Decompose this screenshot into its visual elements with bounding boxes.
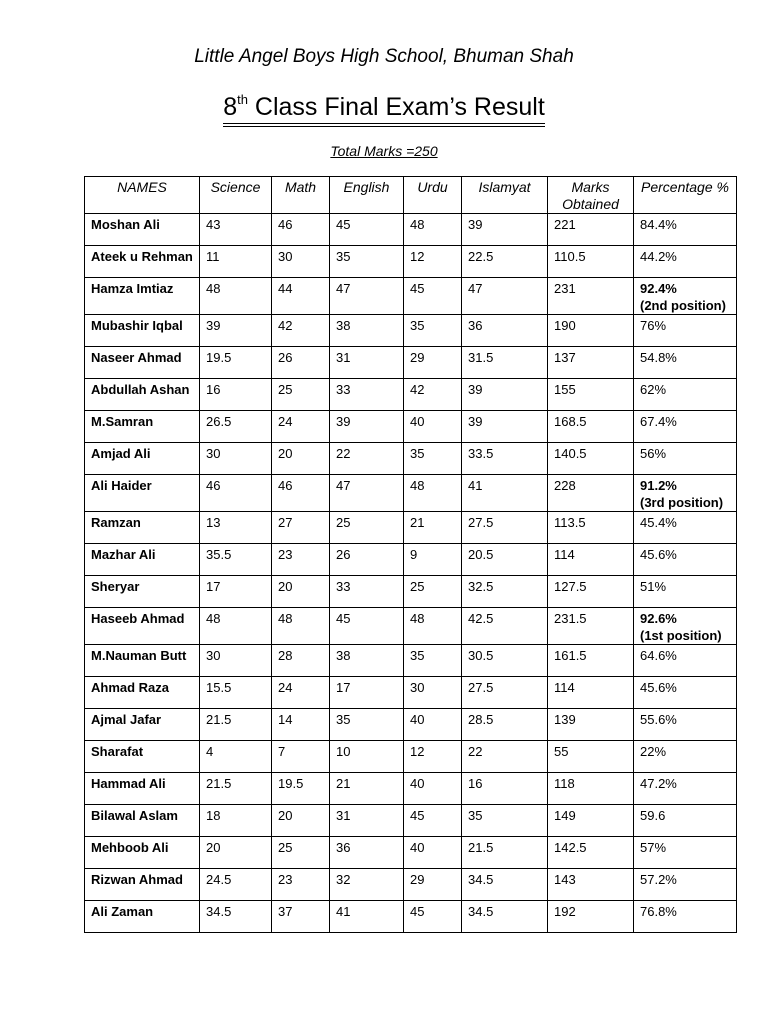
total-marks: Total Marks =250	[330, 143, 438, 159]
islamyat-cell: 36	[462, 315, 548, 347]
islamyat-cell: 39	[462, 379, 548, 411]
marks-cell: 55	[548, 741, 634, 773]
student-name-cell: M.Nauman Butt	[85, 645, 200, 677]
marks-cell: 221	[548, 214, 634, 246]
urdu-cell: 35	[404, 443, 462, 475]
percentage-value: 67.4%	[640, 414, 677, 429]
student-name-cell: Ali Zaman	[85, 901, 200, 933]
english-cell: 45	[330, 214, 404, 246]
table-row	[85, 805, 737, 837]
marks-cell: 113.5	[548, 512, 634, 544]
table-row	[85, 475, 737, 512]
table-row	[85, 608, 737, 645]
science-cell: 11	[200, 246, 272, 278]
urdu-cell: 45	[404, 805, 462, 837]
marks-cell: 114	[548, 544, 634, 576]
marks-cell: 155	[548, 379, 634, 411]
marks-cell: 231.5	[548, 608, 634, 645]
percentage-value: 47.2%	[640, 776, 677, 791]
urdu-cell: 45	[404, 278, 462, 315]
marks-cell: 231	[548, 278, 634, 315]
page-title-text	[223, 92, 545, 127]
math-cell: 48	[272, 608, 330, 645]
science-cell: 21.5	[200, 773, 272, 805]
table-row	[85, 544, 737, 576]
title-grade-number: 8	[223, 93, 238, 121]
table-row	[85, 837, 737, 869]
math-cell: 20	[272, 443, 330, 475]
column-header-marks-obtained: Marks Obtained	[548, 177, 634, 214]
science-cell: 19.5	[200, 347, 272, 379]
student-name-cell: Naseer Ahmad	[85, 347, 200, 379]
marks-cell: 168.5	[548, 411, 634, 443]
student-name-cell: Ajmal Jafar	[85, 709, 200, 741]
column-header-science: Science	[200, 177, 272, 214]
percentage-cell	[634, 475, 737, 512]
english-cell: 36	[330, 837, 404, 869]
percentage-value: 62%	[640, 382, 667, 397]
science-cell: 4	[200, 741, 272, 773]
position-note: (3rd position)	[640, 495, 724, 510]
percentage-cell	[634, 773, 737, 805]
science-cell: 21.5	[200, 709, 272, 741]
column-header-names: NAMES	[85, 177, 200, 214]
student-name-cell: Abdullah Ashan	[85, 379, 200, 411]
math-cell: 46	[272, 475, 330, 512]
percentage-value: 91.2%	[640, 478, 677, 493]
marks-cell: 139	[548, 709, 634, 741]
science-cell: 30	[200, 645, 272, 677]
math-cell: 42	[272, 315, 330, 347]
english-cell: 10	[330, 741, 404, 773]
percentage-value: 92.6%	[640, 611, 677, 626]
percentage-cell	[634, 608, 737, 645]
marks-cell: 114	[548, 677, 634, 709]
english-cell: 45	[330, 608, 404, 645]
percentage-cell	[634, 544, 737, 576]
percentage-value: 44.2%	[640, 249, 677, 264]
english-cell: 33	[330, 379, 404, 411]
table-row	[85, 869, 737, 901]
percentage-cell	[634, 214, 737, 246]
marks-cell: 192	[548, 901, 634, 933]
percentage-cell	[634, 278, 737, 315]
student-name-cell: Sheryar	[85, 576, 200, 608]
student-name-cell: Hamza Imtiaz	[85, 278, 200, 315]
urdu-cell: 40	[404, 837, 462, 869]
science-cell: 30	[200, 443, 272, 475]
percentage-value: 59.6	[640, 808, 666, 823]
table-row	[85, 278, 737, 315]
science-cell: 20	[200, 837, 272, 869]
islamyat-cell: 42.5	[462, 608, 548, 645]
student-name-cell: Amjad Ali	[85, 443, 200, 475]
student-name-cell: Bilawal Aslam	[85, 805, 200, 837]
marks-cell: 143	[548, 869, 634, 901]
student-name-cell: Ali Haider	[85, 475, 200, 512]
english-cell: 33	[330, 576, 404, 608]
math-cell: 26	[272, 347, 330, 379]
marks-cell: 161.5	[548, 645, 634, 677]
student-name-cell: Ramzan	[85, 512, 200, 544]
percentage-value: 84.4%	[640, 217, 677, 232]
science-cell: 48	[200, 608, 272, 645]
urdu-cell: 48	[404, 608, 462, 645]
table-row	[85, 379, 737, 411]
math-cell: 24	[272, 677, 330, 709]
table-row	[85, 576, 737, 608]
table-row	[85, 773, 737, 805]
percentage-cell	[634, 246, 737, 278]
urdu-cell: 40	[404, 773, 462, 805]
islamyat-cell: 34.5	[462, 869, 548, 901]
islamyat-cell: 32.5	[462, 576, 548, 608]
math-cell: 23	[272, 544, 330, 576]
math-cell: 30	[272, 246, 330, 278]
math-cell: 24	[272, 411, 330, 443]
urdu-cell: 29	[404, 347, 462, 379]
percentage-cell	[634, 576, 737, 608]
school-name: Little Angel Boys High School, Bhuman Shah	[194, 46, 574, 67]
islamyat-cell: 39	[462, 214, 548, 246]
urdu-cell: 12	[404, 741, 462, 773]
science-cell: 35.5	[200, 544, 272, 576]
science-cell: 46	[200, 475, 272, 512]
percentage-value: 56%	[640, 446, 667, 461]
science-cell: 43	[200, 214, 272, 246]
student-name-cell: Ateek u Rehman	[85, 246, 200, 278]
marks-cell: 137	[548, 347, 634, 379]
student-name-cell: Mazhar Ali	[85, 544, 200, 576]
islamyat-cell: 39	[462, 411, 548, 443]
science-cell: 16	[200, 379, 272, 411]
islamyat-cell: 41	[462, 475, 548, 512]
student-name-cell: Haseeb Ahmad	[85, 608, 200, 645]
percentage-value: 54.8%	[640, 350, 677, 365]
english-cell: 39	[330, 411, 404, 443]
table-header-row	[85, 177, 737, 214]
percentage-value: 45.6%	[640, 547, 677, 562]
math-cell: 14	[272, 709, 330, 741]
english-cell: 32	[330, 869, 404, 901]
urdu-cell: 35	[404, 645, 462, 677]
percentage-value: 64.6%	[640, 648, 677, 663]
title-grade-suffix: th	[237, 92, 248, 107]
percentage-cell	[634, 411, 737, 443]
english-cell: 35	[330, 709, 404, 741]
percentage-value: 45.6%	[640, 680, 677, 695]
table-row	[85, 443, 737, 475]
islamyat-cell: 16	[462, 773, 548, 805]
math-cell: 25	[272, 837, 330, 869]
student-name-cell: Mubashir Iqbal	[85, 315, 200, 347]
table-row	[85, 246, 737, 278]
percentage-value: 57.2%	[640, 872, 677, 887]
math-cell: 28	[272, 645, 330, 677]
marks-cell: 190	[548, 315, 634, 347]
urdu-cell: 25	[404, 576, 462, 608]
student-name-cell: Moshan Ali	[85, 214, 200, 246]
results-table	[84, 176, 737, 933]
science-cell: 26.5	[200, 411, 272, 443]
percentage-cell	[634, 347, 737, 379]
english-cell: 41	[330, 901, 404, 933]
english-cell: 26	[330, 544, 404, 576]
table-row	[85, 214, 737, 246]
marks-cell: 149	[548, 805, 634, 837]
urdu-cell: 40	[404, 709, 462, 741]
table-row	[85, 741, 737, 773]
column-header-english: English	[330, 177, 404, 214]
percentage-cell	[634, 741, 737, 773]
percentage-value: 76.8%	[640, 904, 677, 919]
islamyat-cell: 30.5	[462, 645, 548, 677]
science-cell: 39	[200, 315, 272, 347]
percentage-cell	[634, 901, 737, 933]
science-cell: 17	[200, 576, 272, 608]
math-cell: 44	[272, 278, 330, 315]
english-cell: 17	[330, 677, 404, 709]
english-cell: 38	[330, 315, 404, 347]
student-name-cell: Ahmad Raza	[85, 677, 200, 709]
student-name-cell: Mehboob Ali	[85, 837, 200, 869]
urdu-cell: 48	[404, 475, 462, 512]
urdu-cell: 12	[404, 246, 462, 278]
marks-cell: 110.5	[548, 246, 634, 278]
urdu-cell: 42	[404, 379, 462, 411]
percentage-cell	[634, 443, 737, 475]
math-cell: 27	[272, 512, 330, 544]
table-row	[85, 901, 737, 933]
percentage-value: 92.4%	[640, 281, 677, 296]
percentage-cell	[634, 315, 737, 347]
student-name-cell: Rizwan Ahmad	[85, 869, 200, 901]
english-cell: 31	[330, 805, 404, 837]
percentage-value: 55.6%	[640, 712, 677, 727]
islamyat-cell: 20.5	[462, 544, 548, 576]
position-note: (1st position)	[640, 628, 722, 643]
column-header-percentage: Percentage %	[634, 177, 737, 214]
percentage-cell	[634, 869, 737, 901]
urdu-cell: 21	[404, 512, 462, 544]
percentage-value: 57%	[640, 840, 667, 855]
science-cell: 13	[200, 512, 272, 544]
percentage-value: 51%	[640, 579, 667, 594]
urdu-cell: 45	[404, 901, 462, 933]
student-name-cell: Sharafat	[85, 741, 200, 773]
urdu-cell: 29	[404, 869, 462, 901]
science-cell: 24.5	[200, 869, 272, 901]
marks-cell: 142.5	[548, 837, 634, 869]
table-row	[85, 347, 737, 379]
urdu-cell: 30	[404, 677, 462, 709]
math-cell: 37	[272, 901, 330, 933]
table-body	[85, 214, 737, 933]
percentage-cell	[634, 805, 737, 837]
urdu-cell: 9	[404, 544, 462, 576]
islamyat-cell: 27.5	[462, 512, 548, 544]
islamyat-cell: 22	[462, 741, 548, 773]
english-cell: 35	[330, 246, 404, 278]
percentage-value: 45.4%	[640, 515, 677, 530]
islamyat-cell: 31.5	[462, 347, 548, 379]
table-row	[85, 512, 737, 544]
table-row	[85, 677, 737, 709]
english-cell: 25	[330, 512, 404, 544]
percentage-cell	[634, 645, 737, 677]
science-cell: 15.5	[200, 677, 272, 709]
position-note: (2nd position)	[640, 298, 726, 313]
islamyat-cell: 27.5	[462, 677, 548, 709]
percentage-cell	[634, 677, 737, 709]
math-cell: 25	[272, 379, 330, 411]
urdu-cell: 35	[404, 315, 462, 347]
islamyat-cell: 21.5	[462, 837, 548, 869]
islamyat-cell: 28.5	[462, 709, 548, 741]
percentage-cell	[634, 709, 737, 741]
english-cell: 47	[330, 475, 404, 512]
percentage-cell	[634, 512, 737, 544]
math-cell: 23	[272, 869, 330, 901]
student-name-cell: Hammad Ali	[85, 773, 200, 805]
math-cell: 20	[272, 805, 330, 837]
table-row	[85, 411, 737, 443]
islamyat-cell: 34.5	[462, 901, 548, 933]
column-header-islamyat: Islamyat	[462, 177, 548, 214]
table-row	[85, 709, 737, 741]
math-cell: 46	[272, 214, 330, 246]
urdu-cell: 40	[404, 411, 462, 443]
marks-cell: 140.5	[548, 443, 634, 475]
total-marks-line	[0, 143, 768, 159]
math-cell: 7	[272, 741, 330, 773]
math-cell: 20	[272, 576, 330, 608]
islamyat-cell: 35	[462, 805, 548, 837]
percentage-value: 22%	[640, 744, 667, 759]
english-cell: 21	[330, 773, 404, 805]
percentage-cell	[634, 379, 737, 411]
column-header-math: Math	[272, 177, 330, 214]
marks-cell: 228	[548, 475, 634, 512]
page-title	[0, 92, 768, 127]
title-text: Class Final Exam’s Result	[247, 93, 545, 121]
table-row	[85, 315, 737, 347]
marks-cell: 118	[548, 773, 634, 805]
islamyat-cell: 47	[462, 278, 548, 315]
percentage-cell	[634, 837, 737, 869]
percentage-value: 76%	[640, 318, 667, 333]
english-cell: 47	[330, 278, 404, 315]
islamyat-cell: 22.5	[462, 246, 548, 278]
science-cell: 48	[200, 278, 272, 315]
column-header-urdu: Urdu	[404, 177, 462, 214]
islamyat-cell: 33.5	[462, 443, 548, 475]
english-cell: 38	[330, 645, 404, 677]
marks-cell: 127.5	[548, 576, 634, 608]
science-cell: 18	[200, 805, 272, 837]
english-cell: 22	[330, 443, 404, 475]
urdu-cell: 48	[404, 214, 462, 246]
english-cell: 31	[330, 347, 404, 379]
math-cell: 19.5	[272, 773, 330, 805]
student-name-cell: M.Samran	[85, 411, 200, 443]
table-row	[85, 645, 737, 677]
science-cell: 34.5	[200, 901, 272, 933]
